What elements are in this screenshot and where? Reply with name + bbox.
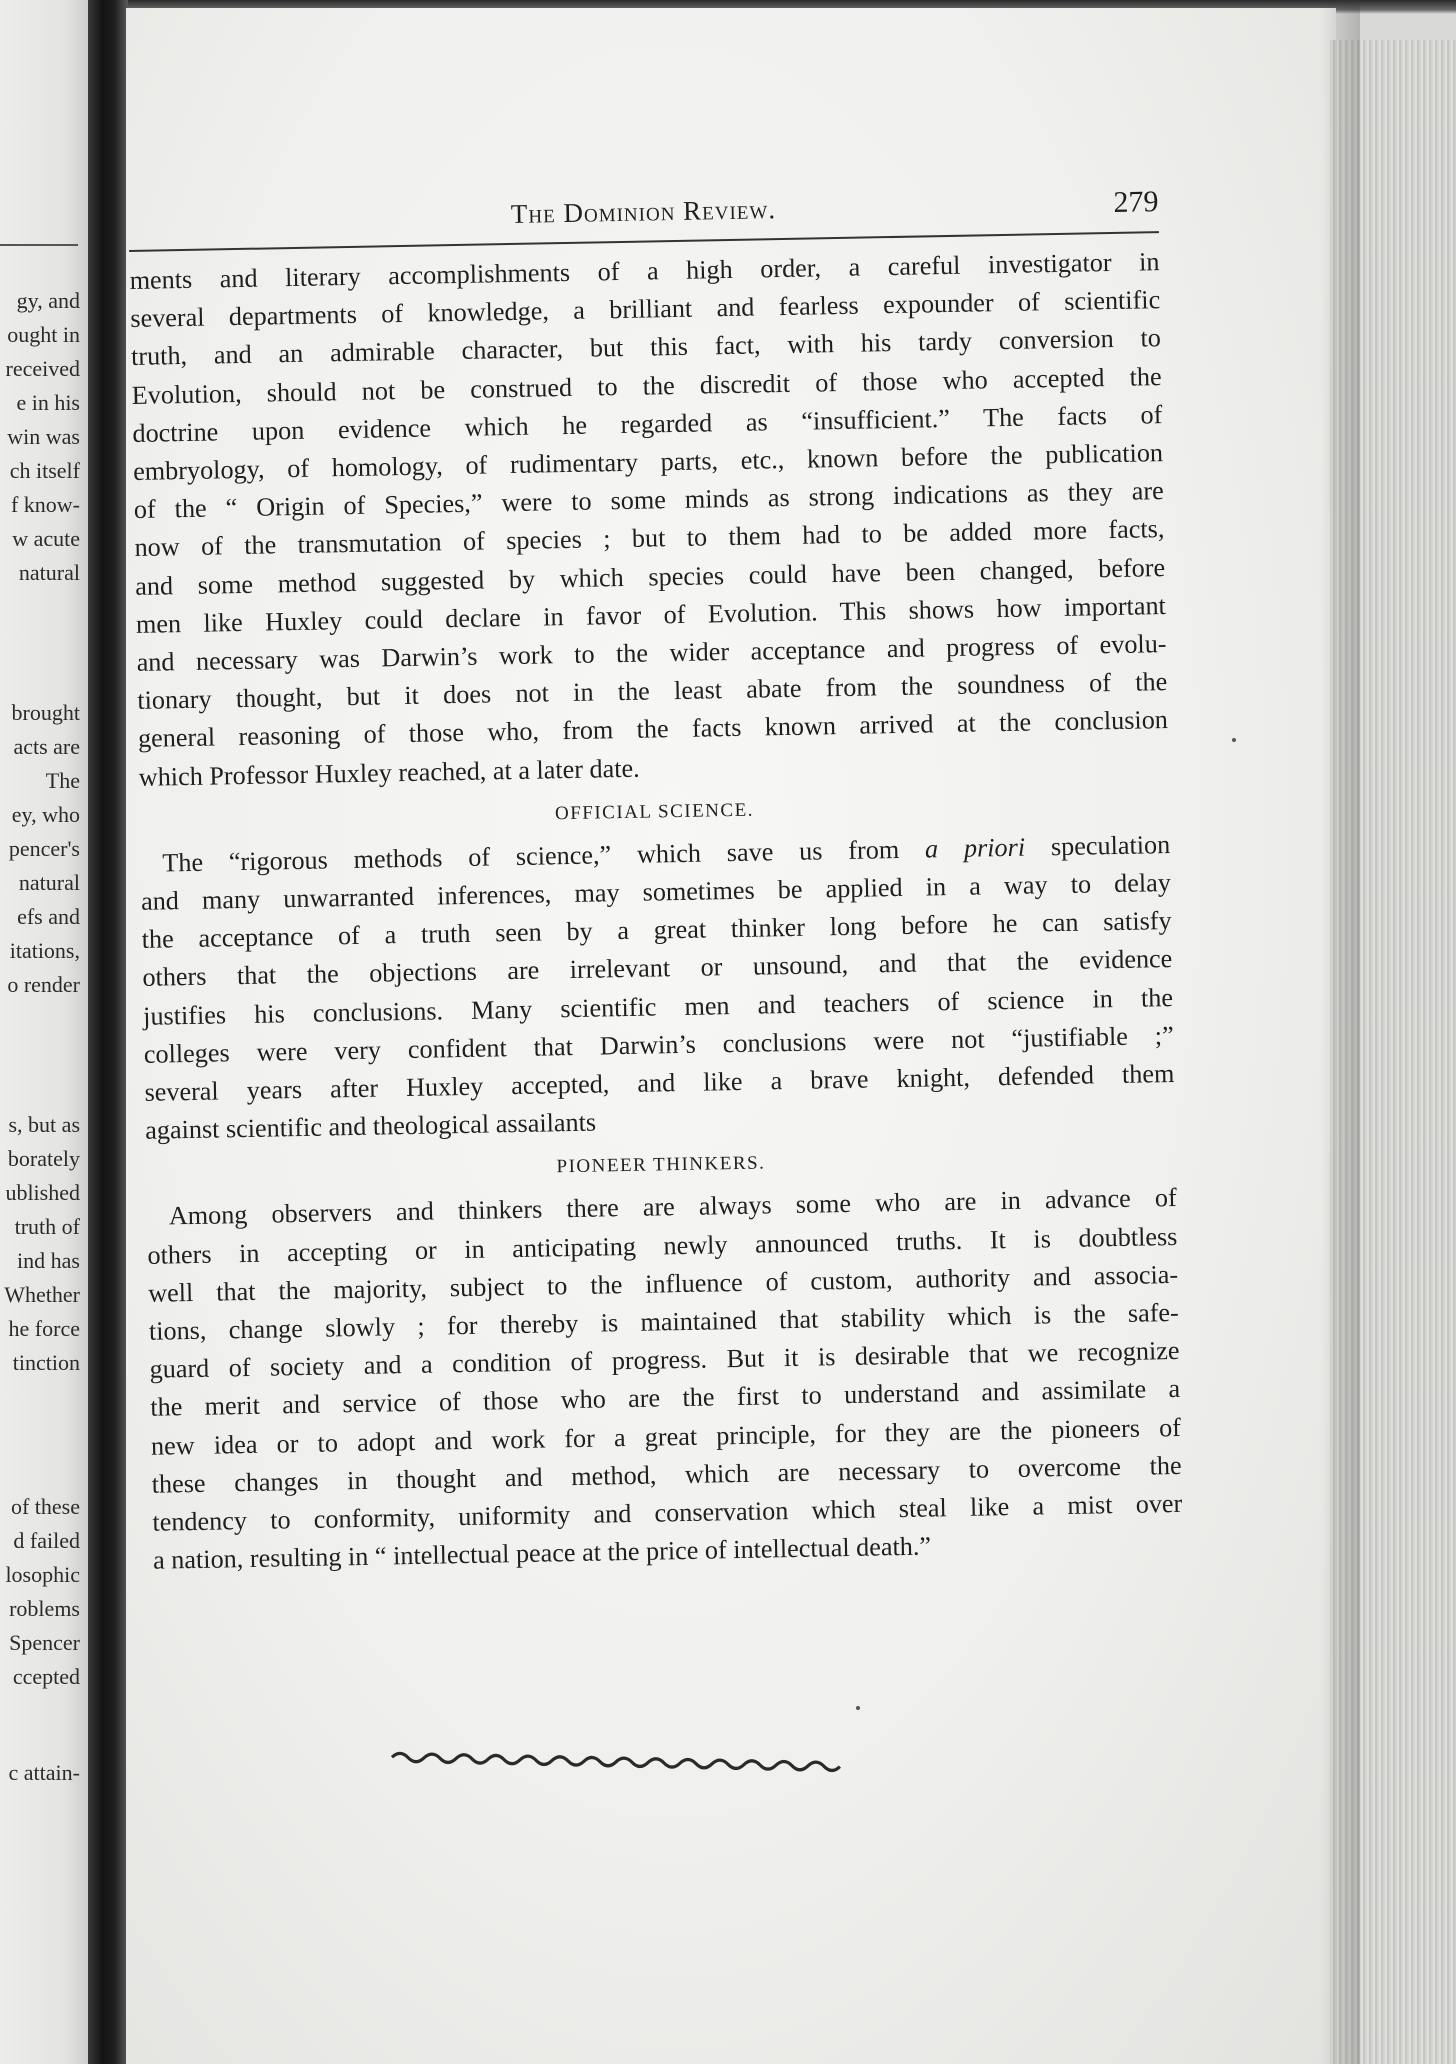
wavy-rule-icon xyxy=(390,1740,850,1780)
left-page-fragment: losophic xyxy=(5,1562,80,1587)
text-line: ments and literary accomplishments of a high order, a careful investigator in xyxy=(129,247,1160,295)
left-page-fragment: o render xyxy=(7,972,80,997)
text-line: of the “ Origin of Species,” were to some minds as strong indications as they are xyxy=(133,476,1164,525)
text-line: colleges were very confident that Darwin’s conclusions were not “justifiable ;” xyxy=(143,1020,1174,1069)
text-line: against scientific and theological assailants xyxy=(144,1107,597,1146)
left-page-fragment: w acute xyxy=(12,526,80,551)
left-page-fragment: Whether xyxy=(4,1282,80,1307)
text-line: a nation, resulting in “ intellectual peace at the price of intellectual death.” xyxy=(152,1531,932,1576)
page-edge-shadow xyxy=(1320,0,1360,2064)
text-line: these changes in thought and method, which are necessary to overcome the xyxy=(151,1450,1182,1499)
text-line: The “rigorous methods of science,” which save us from a priori speculation xyxy=(162,829,1171,878)
left-page-fragment: The xyxy=(45,768,80,793)
text-line: and some method suggested by which species could have been changed, before xyxy=(134,552,1166,601)
text-line: well that the majority, subject to the influence of custom, authority and associa- xyxy=(147,1259,1179,1308)
text-line: several years after Huxley accepted, and like a brave knight, defended them xyxy=(144,1059,1175,1107)
page-number: 279 xyxy=(1113,185,1159,219)
text-line: others in accepting or in anticipating newly announced truths. It is doubtless xyxy=(147,1221,1178,1270)
left-page-fragment: c attain- xyxy=(8,1760,80,1785)
left-page-fragment: ought in xyxy=(7,322,80,347)
text-line: general reasoning of those who, from the facts known arrived at the conclusion xyxy=(137,705,1169,754)
text-line: men like Huxley could declare in favor of Evolution. This shows how important xyxy=(135,590,1167,639)
text-line: the acceptance of a truth seen by a great thinker long before he can satisfy xyxy=(141,906,1172,955)
text-line: doctrine upon evidence which he regarded as “insufficient.” The facts of xyxy=(132,399,1163,448)
left-page-fragment: ccepted xyxy=(12,1664,80,1689)
paragraph-continuation xyxy=(129,243,1169,797)
text-line: justifies his conclusions. Many scientific men and teachers of science in the xyxy=(142,982,1174,1031)
text-line: tionary thought, but it does not in the least abate from the soundness of the xyxy=(137,667,1168,716)
left-page-head-rule xyxy=(0,244,78,246)
left-page-fragment: Spencer xyxy=(9,1630,80,1655)
left-page-fragment: itations, xyxy=(9,938,80,963)
text-line: and necessary was Darwin’s work to the wider acceptance and progress of evolu- xyxy=(136,629,1167,677)
left-page-fragment: pencer's xyxy=(8,836,80,861)
text-line: several departments of knowledge, a brilliant and fearless expounder of scientific xyxy=(130,285,1161,334)
text-line: tions, change slowly ; for thereby is maintained that stability which is the safe- xyxy=(148,1298,1180,1346)
paragraph-official-science xyxy=(140,826,1175,1150)
text-line: now of the transmutation of species ; but to them had to be added more facts, xyxy=(134,514,1165,563)
left-page-fragment: gy, and xyxy=(16,288,80,313)
text-line: tendency to conformity, uniformity and conservation which steal like a mist over xyxy=(152,1488,1183,1537)
left-page-fragment: truth of xyxy=(14,1214,80,1239)
text-line: new idea or to adopt and work for a great principle, for they are the pioneers of xyxy=(150,1412,1182,1461)
left-page-fragment: he force xyxy=(8,1316,80,1341)
text-line: embryology, of homology, of rudimentary parts, etc., known before the publication xyxy=(132,438,1164,486)
book-gutter xyxy=(88,0,128,2064)
text-line: guard of society and a condition of progress. But it is desirable that we recognize xyxy=(149,1336,1180,1385)
left-page-fragment: f know- xyxy=(10,492,80,517)
left-page-fragment: e in his xyxy=(16,390,80,415)
left-page-fragment: d failed xyxy=(13,1528,80,1553)
section-heading-official-science: OFFICIAL SCIENCE. xyxy=(554,799,755,825)
text-line: truth, and an admirable character, but this fact, with his tardy conversion to xyxy=(130,323,1162,372)
left-page-fragment: natural xyxy=(18,870,80,895)
section-heading-pioneer-thinkers: PIONEER THINKERS. xyxy=(556,1152,766,1178)
left-page-fragment: received xyxy=(5,356,80,381)
left-page-fragment: ublished xyxy=(5,1180,80,1205)
text-line: Evolution, should not be construed to the discredit of those who accepted the xyxy=(131,361,1162,410)
paper-speck xyxy=(1232,738,1236,742)
left-page-fragment: of these xyxy=(10,1494,80,1519)
left-page-fragment: ind has xyxy=(17,1248,80,1273)
left-page-fragment: ey, who xyxy=(11,802,80,827)
paragraph-pioneer-thinkers xyxy=(146,1179,1183,1580)
left-page-fragment: roblems xyxy=(9,1596,80,1621)
left-page-fragment: borately xyxy=(7,1146,80,1171)
text-line: which Professor Huxley reached, at a later date. xyxy=(138,753,640,792)
running-title: The Dominion Review. xyxy=(510,194,777,229)
paper-speck xyxy=(856,1706,860,1710)
left-facing-page xyxy=(0,0,92,2064)
left-page-fragment: win was xyxy=(7,424,80,449)
left-page-fragment: tinction xyxy=(12,1350,80,1375)
left-page-fragment: acts are xyxy=(13,734,80,759)
left-page-fragment: ch itself xyxy=(9,458,80,483)
text-line: Among observers and thinkers there are always some who are in advance of xyxy=(168,1183,1177,1231)
left-page-fragment: efs and xyxy=(17,904,80,929)
text-line: and many unwarranted inferences, may sometimes be applied in a way to delay xyxy=(140,868,1172,916)
text-line: the merit and service of those who are the first to understand and assimilate a xyxy=(150,1374,1181,1423)
left-page-fragment: brought xyxy=(11,700,80,725)
text-line: others that the objections are irrelevant or unsound, and that the evidence xyxy=(142,944,1173,993)
left-page-fragment: natural xyxy=(18,560,80,585)
left-page-fragment: s, but as xyxy=(8,1112,80,1137)
page-text-block xyxy=(128,171,1183,1580)
